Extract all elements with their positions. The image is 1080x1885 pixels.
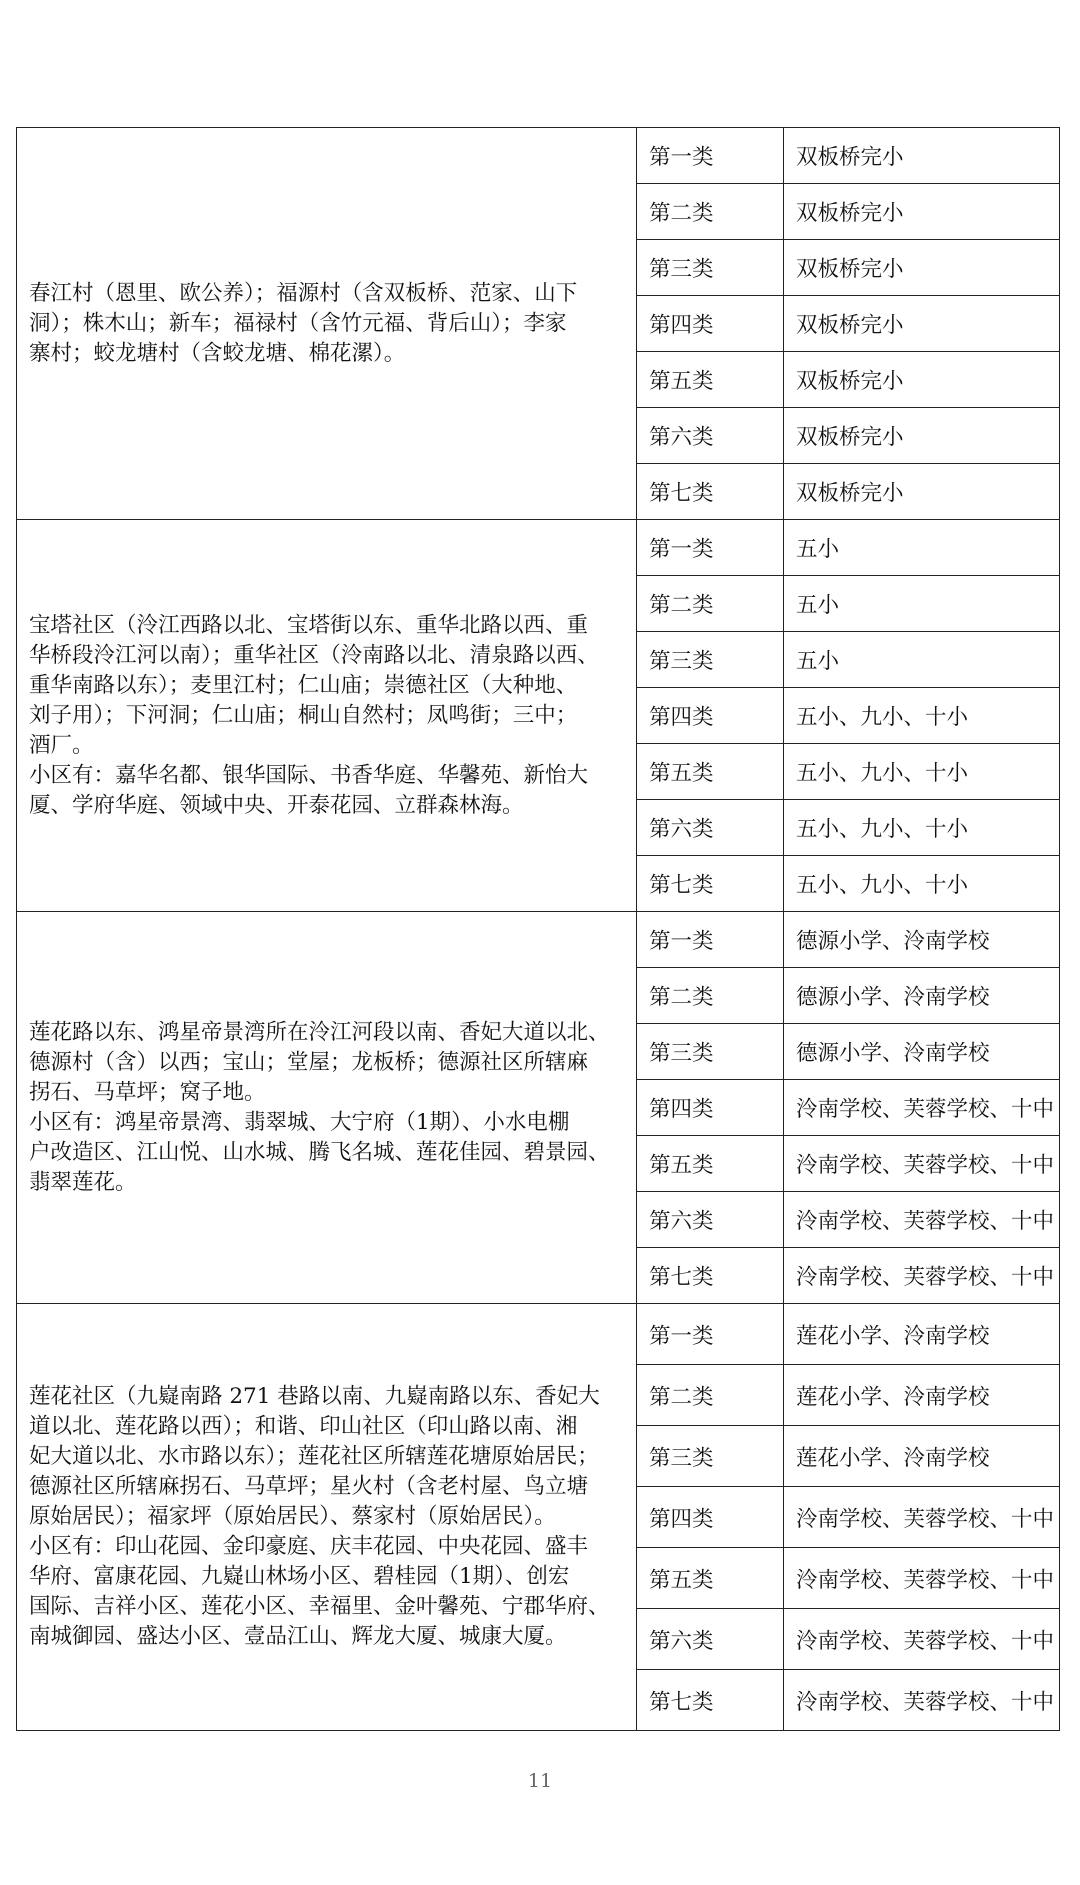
category-cell: 第三类 xyxy=(637,632,784,688)
area-description-cell xyxy=(17,1304,637,1731)
school-cell: 泠南学校、芙蓉学校、十中 xyxy=(784,1670,1060,1731)
category-cell: 第六类 xyxy=(637,1192,784,1248)
area-description-line: 户改造区、江山悦、山水城、腾飞名城、莲花佳园、碧景园、 xyxy=(29,1139,610,1165)
school-cell: 莲花小学、泠南学校 xyxy=(784,1304,1060,1365)
school-cell: 五小、九小、十小 xyxy=(784,744,1060,800)
area-description-line: 华桥段泠江河以南）；重华社区（泠南路以北、清泉路以西、 xyxy=(29,642,599,668)
area-description-line: 小区有：嘉华名都、银华国际、书香华庭、华馨苑、新怡大 xyxy=(29,762,589,788)
area-description-line: 原始居民）；福家坪（原始居民）、蔡家村（原始居民）。 xyxy=(29,1504,556,1529)
school-cell: 泠南学校、芙蓉学校、十中 xyxy=(784,1192,1060,1248)
area-description-line: 德源村（含）以西；宝山；堂屋；龙板桥；德源社区所辖麻 xyxy=(29,1049,589,1075)
category-cell: 第七类 xyxy=(637,1670,784,1731)
school-cell: 双板桥完小 xyxy=(784,240,1060,296)
table-row xyxy=(17,520,1060,576)
school-cell: 泠南学校、芙蓉学校、十中 xyxy=(784,1248,1060,1304)
school-cell: 泠南学校、芙蓉学校、十中 xyxy=(784,1548,1060,1609)
area-description-line: 刘子用）；下河洞；仁山庙；桐山自然村；凤鸣街；三中； xyxy=(29,702,578,728)
school-cell: 德源小学、泠南学校 xyxy=(784,968,1060,1024)
school-cell: 双板桥完小 xyxy=(784,352,1060,408)
school-cell: 莲花小学、泠南学校 xyxy=(784,1365,1060,1426)
category-cell: 第四类 xyxy=(637,1487,784,1548)
school-cell: 五小 xyxy=(784,632,1060,688)
area-description-line: 酒厂。 xyxy=(29,732,94,758)
category-cell: 第六类 xyxy=(637,800,784,856)
category-cell: 第四类 xyxy=(637,1080,784,1136)
school-cell: 五小、九小、十小 xyxy=(784,800,1060,856)
school-cell: 莲花小学、泠南学校 xyxy=(784,1426,1060,1487)
category-cell: 第一类 xyxy=(637,520,784,576)
area-description-line: 华府、富康花园、九嶷山林场小区、碧桂园（1期）、创宏 xyxy=(29,1564,570,1589)
area-description-line: 妃大道以北、水市路以东）；莲花社区所辖莲花塘原始居民； xyxy=(29,1444,599,1469)
category-cell: 第二类 xyxy=(637,1365,784,1426)
category-cell: 第三类 xyxy=(637,1426,784,1487)
table-body xyxy=(17,128,1060,1731)
area-description-line: 重华南路以东）；麦里江村；仁山庙；崇德社区（大种地、 xyxy=(29,672,578,698)
school-cell: 德源小学、泠南学校 xyxy=(784,1024,1060,1080)
category-cell: 第四类 xyxy=(637,296,784,352)
category-cell: 第一类 xyxy=(637,128,784,184)
school-cell: 双板桥完小 xyxy=(784,184,1060,240)
school-cell: 五小 xyxy=(784,520,1060,576)
area-description-line: 春江村（恩里、欧公养）；福源村（含双板桥、范家、山下 xyxy=(29,280,578,306)
category-cell: 第五类 xyxy=(637,744,784,800)
school-cell: 德源小学、泠南学校 xyxy=(784,912,1060,968)
area-description-line: 洞）；株木山；新车；福禄村（含竹元福、背后山）；李家 xyxy=(29,310,567,336)
category-cell: 第六类 xyxy=(637,408,784,464)
category-cell: 第二类 xyxy=(637,968,784,1024)
school-cell: 泠南学校、芙蓉学校、十中 xyxy=(784,1609,1060,1670)
category-cell: 第二类 xyxy=(637,576,784,632)
category-cell: 第四类 xyxy=(637,688,784,744)
area-description-cell xyxy=(17,520,637,912)
area-description-cell xyxy=(17,912,637,1304)
area-description xyxy=(29,611,624,821)
category-cell: 第一类 xyxy=(637,1304,784,1365)
school-cell: 五小、九小、十小 xyxy=(784,688,1060,744)
school-allocation-table xyxy=(16,127,1060,1731)
area-description-line: 翡翠莲花。 xyxy=(29,1169,137,1195)
school-cell: 五小、九小、十小 xyxy=(784,856,1060,912)
school-cell: 泠南学校、芙蓉学校、十中 xyxy=(784,1080,1060,1136)
area-description-line: 莲花路以东、鸿星帝景湾所在泠江河段以南、香妃大道以北、 xyxy=(29,1019,610,1045)
area-description xyxy=(29,1382,624,1652)
school-cell: 双板桥完小 xyxy=(784,128,1060,184)
area-description xyxy=(29,279,624,369)
school-cell: 双板桥完小 xyxy=(784,296,1060,352)
category-cell: 第三类 xyxy=(637,240,784,296)
category-cell: 第五类 xyxy=(637,352,784,408)
table-row xyxy=(17,1304,1060,1365)
category-cell: 第三类 xyxy=(637,1024,784,1080)
category-cell: 第五类 xyxy=(637,1136,784,1192)
area-description xyxy=(29,1018,624,1198)
school-cell: 泠南学校、芙蓉学校、十中 xyxy=(784,1136,1060,1192)
area-description-line: 厦、学府华庭、领域中央、开泰花园、立群森林海。 xyxy=(29,792,524,818)
area-description-line: 莲花社区（九嶷南路 271 巷路以南、九嶷南路以东、香妃大 xyxy=(29,1384,600,1409)
school-cell: 双板桥完小 xyxy=(784,464,1060,520)
category-cell: 第二类 xyxy=(637,184,784,240)
table-row xyxy=(17,128,1060,184)
category-cell: 第七类 xyxy=(637,464,784,520)
area-description-line: 德源社区所辖麻拐石、马草坪；星火村（含老村屋、鸟立塘 xyxy=(29,1474,589,1499)
category-cell: 第六类 xyxy=(637,1609,784,1670)
school-cell: 五小 xyxy=(784,576,1060,632)
area-description-line: 拐石、马草坪；窝子地。 xyxy=(29,1079,266,1105)
area-description-line: 寨村；蛟龙塘村（含蛟龙塘、棉花漯）。 xyxy=(29,340,406,366)
area-description-line: 道以北、莲花路以西）；和谐、印山社区（印山路以南、湘 xyxy=(29,1414,578,1439)
category-cell: 第七类 xyxy=(637,856,784,912)
area-description-line: 南城御园、盛达小区、壹品江山、辉龙大厦、城康大厦。 xyxy=(29,1624,567,1649)
area-description-line: 国际、吉祥小区、莲花小区、幸福里、金叶馨苑、宁郡华府、 xyxy=(29,1594,610,1619)
page-number: 11 xyxy=(527,1770,553,1792)
school-cell: 泠南学校、芙蓉学校、十中 xyxy=(784,1487,1060,1548)
category-cell: 第一类 xyxy=(637,912,784,968)
category-cell: 第七类 xyxy=(637,1248,784,1304)
area-description-line: 小区有：鸿星帝景湾、翡翠城、大宁府（1期）、小水电棚 xyxy=(29,1109,570,1135)
area-description-line: 宝塔社区（泠江西路以北、宝塔街以东、重华北路以西、重 xyxy=(29,612,589,638)
school-cell: 双板桥完小 xyxy=(784,408,1060,464)
area-description-line: 小区有：印山花园、金印豪庭、庆丰花园、中央花园、盛丰 xyxy=(29,1534,589,1559)
category-cell: 第五类 xyxy=(637,1548,784,1609)
table-row xyxy=(17,912,1060,968)
area-description-cell xyxy=(17,128,637,520)
